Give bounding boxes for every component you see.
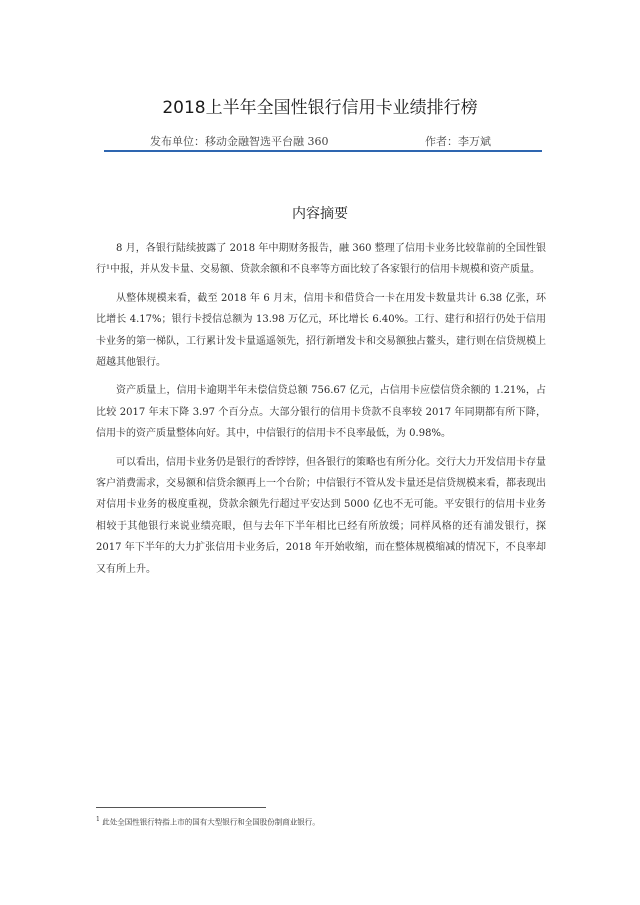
publisher-label: 发布单位：移动金融智选平台融 360 (150, 135, 329, 148)
document-title: 2018上半年全国性银行信用卡业绩排行榜 (162, 98, 478, 118)
summary-paragraph: 8 月，各银行陆续披露了 2018 年中期财务报告，融 360 整理了信用卡业务比较靠前的全国性银行¹中报，并从发卡量、交易额、贷款余额和不良率等方面比较了各家银行的信用卡规模和资产质量。 (96, 243, 546, 276)
footnote-divider (96, 807, 266, 808)
summary-paragraph: 资产质量上，信用卡逾期半年未偿信贷总额 756.67 亿元，占信用卡应偿信贷余额的 1.21%，占比较 2017 年末下降 3.97 个百分点。大部分银行的信用卡贷款不良率较 2017 年同期都有所下降，信用卡的资产质量整体向好。其中，中信银行的信用卡不良率最低，为 0.98%。 (96, 385, 546, 440)
author-label: 作者：李万斌 (425, 135, 491, 148)
summary-paragraph: 可以看出，信用卡业务仍是银行的香饽饽，但各银行的策略也有所分化。交行大力开发信用卡存量客户消费需求，交易额和信贷余额再上一个台阶；中信银行不管从发卡量还是信贷规模来看，都表现出对信用卡业务的极度重视，贷款余额先行超过平安达到 5000 亿也不无可能。平安银行的信用卡业务相较于其他银行来说业绩亮眼，但与去年下半年相比已经有所放缓；同样风格的还有浦发银行，探 2017 年下半年的大力扩张信用卡业务后，2018 年开始收缩，而在整体规模缩减的情况下，不良率却又有所上升。 (96, 456, 546, 575)
footnote (96, 816, 320, 828)
summary-body (96, 238, 546, 587)
footnote-text: 此处全国性银行特指上市的国有大型银行和全国股份制商业银行。 (102, 817, 320, 827)
footnote-marker: 1 (96, 816, 100, 823)
summary-paragraph: 从整体规模来看，截至 2018 年 6 月末，信用卡和借贷合一卡在用发卡数量共计 6.38 亿张，环比增长 4.17%；银行卡授信总额为 13.98 万亿元，环比增长 6.40%。工行、建行和招行仍处于信用卡业务的第一梯队，工行累计发卡量遥遥领先，招行新增发卡和交易额独占鳌头，建行则在信贷规模上超越其他银行。 (96, 292, 546, 369)
header-divider (104, 150, 542, 152)
summary-heading: 内容摘要 (292, 206, 348, 222)
